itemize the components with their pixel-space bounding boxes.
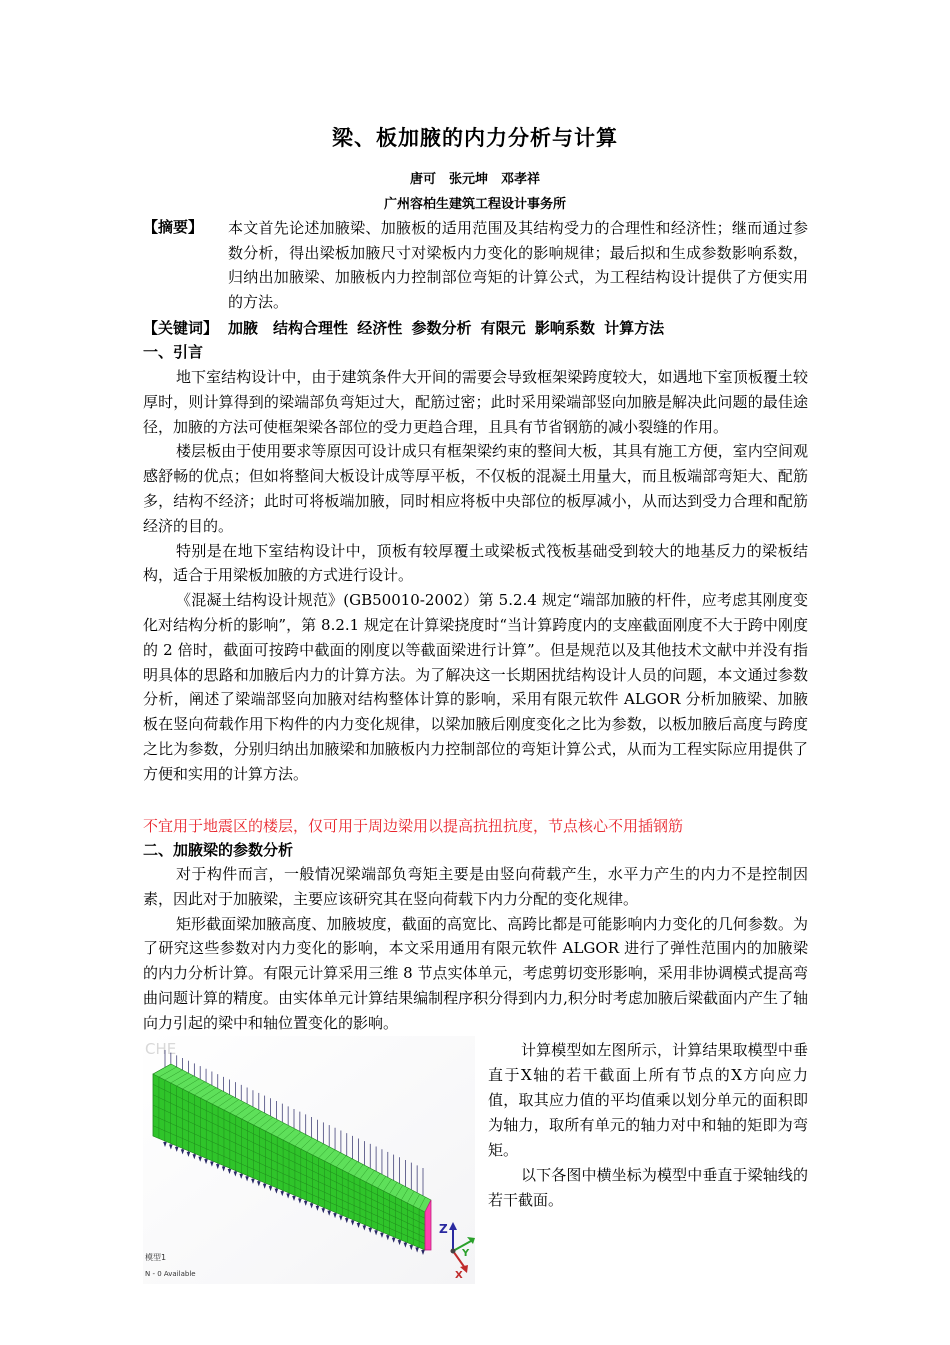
abstract-text: 本文首先论述加腋梁、加腋板的适用范围及其结构受力的合理性和经济性；继而通过参数分析，得出梁板加腋尺寸对梁板内力变化的影响规律；最后拟和生成参数影响系数，归纳出加腋梁、加腋板内力控制部位弯矩的计算公式，为工程结构设计提供了方便实用的方法。 [228, 219, 808, 311]
fem-model-figure [143, 1036, 475, 1284]
figure-caption-line1: 模型1 [145, 1253, 167, 1262]
side-paragraph: 计算模型如左图所示，计算结果取模型中垂直于X轴的若干截面上所有节点的X方向应力值，取其应力值的平均值乘以划分单元的面积即为轴力，取所有单元的轴力对中和轴的矩即为弯矩。 [488, 1041, 808, 1159]
paper-title: 梁、板加腋的内力分析与计算 [332, 125, 618, 150]
side-paragraph: 以下各图中横坐标为模型中垂直于梁轴线的若干截面。 [488, 1166, 808, 1209]
axis-z-label: Z [439, 1222, 448, 1236]
intro-paragraph: 楼层板由于使用要求等原因可设计成只有框架梁约束的整间大板，其具有施工方便，室内空间观感舒畅的优点；但如将整间大板设计成等厚平板，不仅板的混凝土用量大，而且板端部弯矩大、配筋多，结构不经济；此时可将板端加腋，同时相应将板中央部位的板厚减小，从而达到受力合理和配筋经济的目的。 [143, 442, 808, 535]
red-annotation: 不宜用于地震区的楼层，仅可用于周边梁用以提高抗扭抗度，节点核心不用插钢筋 [143, 817, 684, 835]
affiliation: 广州容柏生建筑工程设计事务所 [383, 197, 566, 212]
intro-paragraph: 地下室结构设计中，由于建筑条件大开间的需要会导致框架梁跨度较大，如遇地下室顶板覆土较厚时，则计算得到的梁端部负弯矩过大，配筋过密；此时采用梁端部竖向加腋是解决此问题的最佳途径，加腋的方法可使框架梁各部位的受力更趋合理，且具有节省钢筋的减小裂缝的作用。 [143, 368, 808, 436]
intro-paragraph: 《混凝土结构设计规范》(GB50010-2002）第 5.2.4 规定“端部加腋的杆件，应考虑其刚度变化对结构分析的影响”，第 8.2.1 规定在计算梁挠度时“当计算跨度内的支座截面刚度不大于跨中刚度的 2 倍时，截面可按跨中截面的刚度以等截面梁进行计算”。但是规范以及其他技术文献中并没有指明具体的思路和加腋后内力的计算方法。为了解决这一长期困扰结构设计人员的问题，本文通过参数分析，阐述了梁端部竖向加腋对结构整体计算的影响，采用有限元软件 ALGOR 分析加腋梁、加腋板在竖向荷载作用下构件的内力变化规律，以梁加腋后刚度变化之比为参数，以板加腋后高度与跨度之比为参数，分别归纳出加腋梁和加腋板内力控制部位的弯矩计算公式，从而为工程实际应用提供了方便和实用的计算方法。 [143, 591, 808, 783]
keywords [143, 317, 813, 339]
intro-paragraph: 特别是在地下室结构设计中，顶板有较厚覆土或梁板式筏板基础受到较大的地基反力的梁板结构，适合于用梁板加腋的方式进行设计。 [143, 541, 808, 585]
abstract-label: 【摘要】 [143, 218, 204, 236]
figure-side-text [488, 1038, 808, 1213]
axis-x-label: X [455, 1270, 463, 1281]
fem-model-graphic [143, 1036, 475, 1284]
section-heading-haunched-beam: 二、加腋梁的参数分析 [143, 841, 294, 859]
author-list: 唐可 张元坤 邓孝祥 [409, 172, 540, 187]
section2-paragraph: 矩形截面梁加腋高度、加腋坡度，截面的高宽比、高跨比都是可能影响内力变化的几何参数。为了研究这些参数对内力变化的影响，本文采用通用有限元软件 ALGOR 进行了弹性范围内的加腋梁的内力分析计算。有限元计算采用三维 8 节点实体单元，考虑剪切变形影响，采用非协调模式提高弯曲问题计算的精度。由实体单元计算结果编制程序积分得到内力,积分时考虑加腋后梁截面内产生了轴向力引起的梁中和轴位置变化的影响。 [143, 914, 808, 1032]
intro-body [143, 365, 808, 787]
keywords-items: 加腋 结构合理性 经济性 参数分析 有限元 影响系数 计算方法 [228, 319, 665, 337]
axis-y-label: Y [462, 1248, 470, 1259]
svg-text:CHE: CHE [145, 1040, 177, 1058]
keywords-label: 【关键词】 [143, 319, 219, 337]
section2-paragraph: 对于构件而言，一般情况梁端部负弯矩主要是由竖向荷载产生，水平力产生的内力不是控制因素，因此对于加腋梁，主要应该研究其在竖向荷载下内力分配的变化规律。 [143, 865, 808, 908]
figure-caption-line2: N - 0 Available [145, 1270, 196, 1278]
section-heading-intro: 一、引言 [143, 343, 204, 361]
section2-body [143, 862, 808, 1036]
